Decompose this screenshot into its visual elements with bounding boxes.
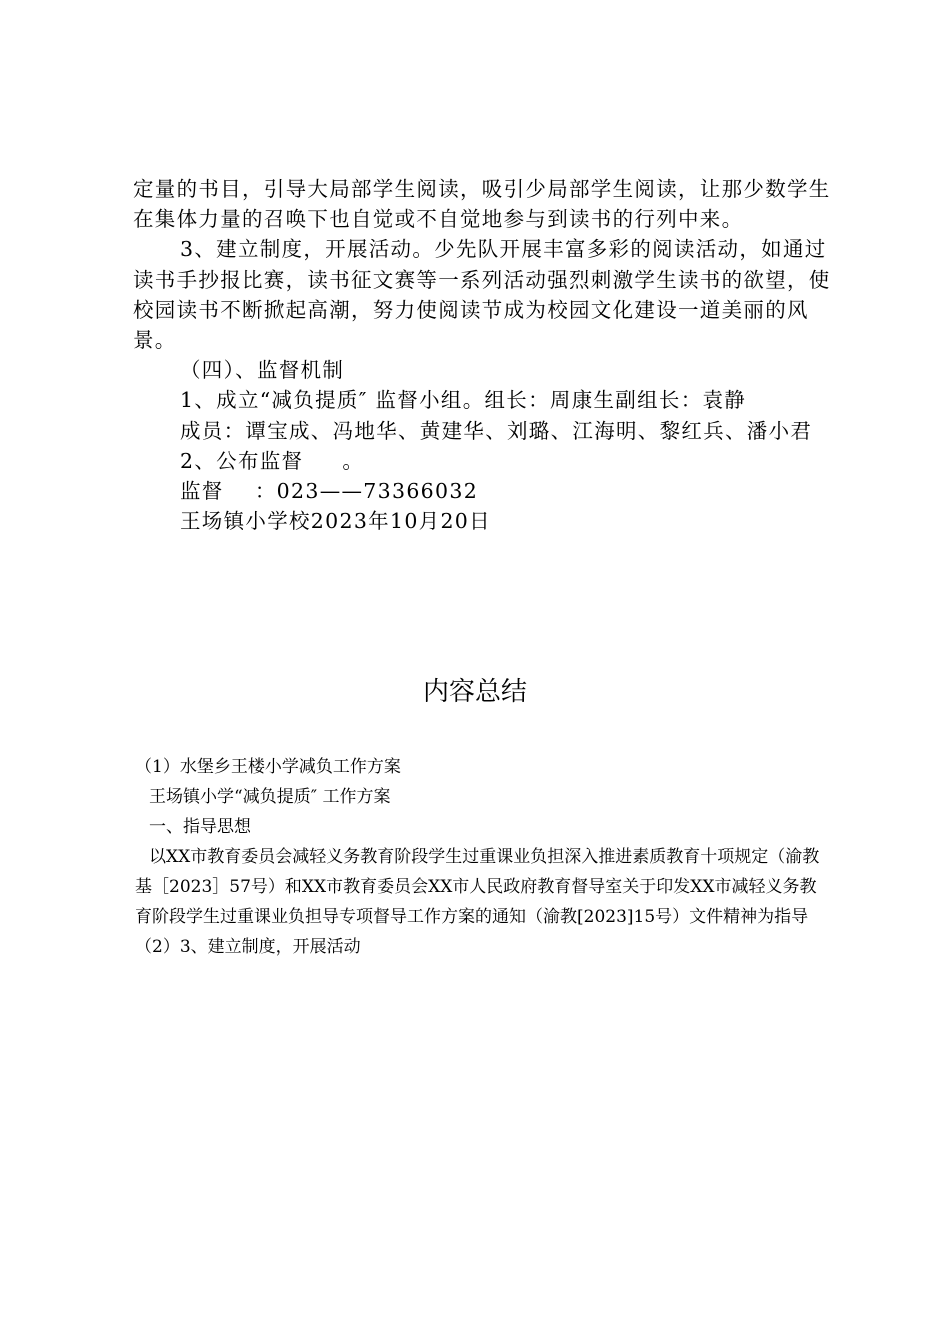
paragraph-publish-supervision: 2、公布监督 。 xyxy=(180,448,365,473)
summary-item: （1）水堡乡王楼小学减负工作方案 xyxy=(135,757,401,777)
paragraph-supervision-phone: 监督 ：023——73366032 xyxy=(180,479,479,504)
paragraph-reading-list: 定量的书目，引导大局部学生阅读，吸引少局部学生阅读，让那少数学生在集体力量的召唤下也自觉或不自觉地参与到读书的行列中来。 xyxy=(133,177,831,232)
document-body xyxy=(133,174,838,536)
paragraph-signature-date: 王场镇小学校2023年10月20日 xyxy=(180,509,491,534)
paragraph-supervision-group: 1、成立“减负提质″ 监督小组。组长：周康生副组长：袁静 xyxy=(180,388,747,413)
summary-item: 王场镇小学“减负提质″ 工作方案 xyxy=(149,787,391,807)
section-heading-supervision: （四）、监督机制 xyxy=(180,358,345,383)
paragraph-members: 成员：谭宝成、冯地华、黄建华、刘璐、江海明、黎红兵、潘小君 xyxy=(180,418,813,443)
summary-title: 内容总结 xyxy=(422,677,527,707)
summary-item: 一、指导思想 xyxy=(149,817,251,837)
summary-section xyxy=(135,752,825,962)
summary-item: （2）3、建立制度，开展活动 xyxy=(135,937,361,957)
summary-item: 以XX市教育委员会减轻义务教育阶段学生过重课业负担深入推进素质教育十项规定（渝教基［2023］57号）和XX市教育委员会XX市人民政府教育督导室关于印发XX市减轻义务教育阶段学生过重课业负担导专项督导工作方案的通知（渝教[2023]15号）文件精神为指导 xyxy=(135,847,820,927)
paragraph-system-activities: 3、建立制度，开展活动。少先队开展丰富多彩的阅读活动，如通过读书手抄报比赛，读书征文赛等一系列活动强烈刺激学生读书的欲望，使校园读书不断掀起高潮，努力使阅读节成为校园文化建设一道美丽的风景。 xyxy=(133,237,831,353)
